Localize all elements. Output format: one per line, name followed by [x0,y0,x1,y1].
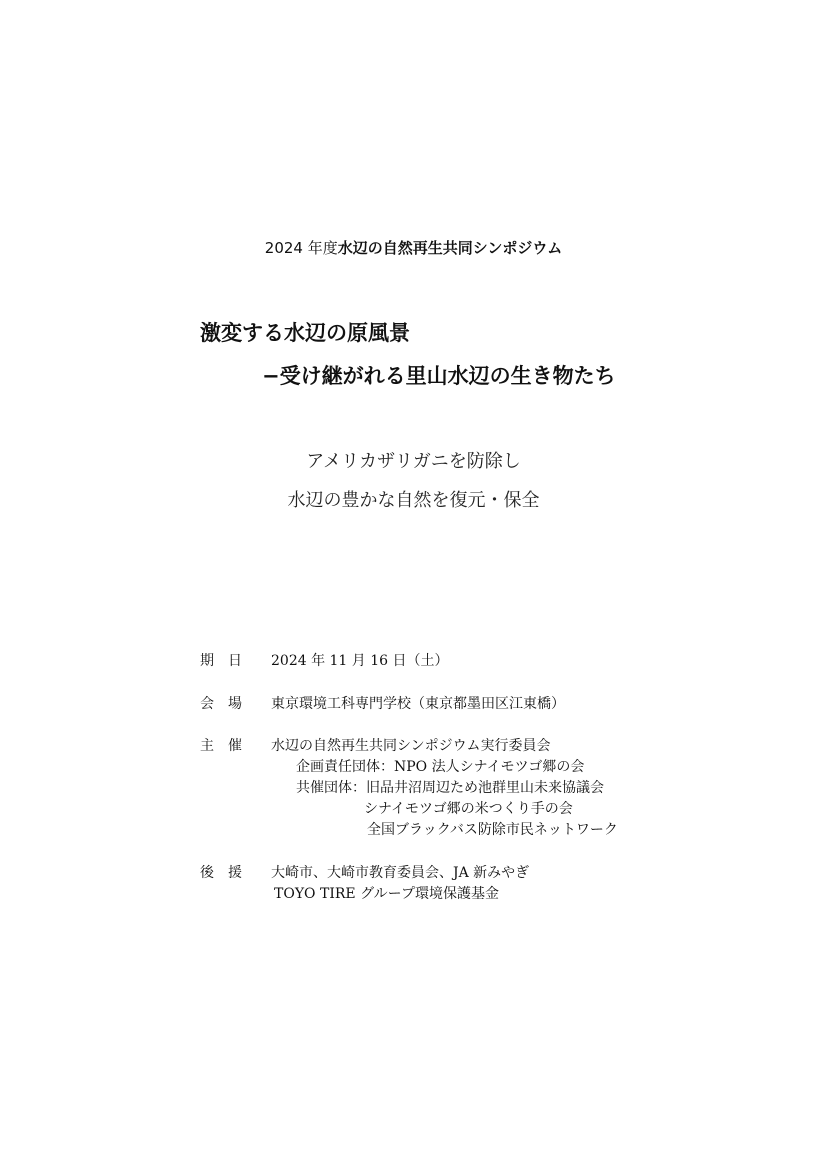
series-year: 2024 年度 [264,239,338,257]
organizer-planning: 企画責任団体：NPO 法人シナイモツゴ郷の会 [296,759,585,775]
date-label: 期 日 [200,653,242,669]
venue-value: 東京環境工科専門学校（東京都墨田区江東橋） [271,696,565,712]
support-label: 後 援 [200,865,242,881]
tagline-line1: アメリカザリガニを防除し [306,451,521,472]
series-name: 水辺の自然再生共同シンポジウム [337,239,563,257]
series-title [0,238,827,258]
organizer-label: 主 催 [200,738,242,754]
main-title-line1: 激変する水辺の原風景 [200,321,410,345]
tagline-line2: 水辺の豊かな自然を復元・保全 [287,490,540,511]
date-value: 2024 年 11 月 16 日（土） [271,653,449,669]
main-title-line2: −受け継がれる里山水辺の生き物たち [262,364,616,388]
organizer-cohost-1: 共催団体：旧品井沼周辺ため池群里山未来協議会 [296,780,604,796]
support-line2: TOYO TIRE グループ環境保護基金 [274,886,499,902]
support-line1: 大崎市、大崎市教育委員会、JA 新みやぎ [271,865,530,881]
organizer-main: 水辺の自然再生共同シンポジウム実行委員会 [271,738,551,754]
venue-label: 会 場 [200,696,242,712]
organizer-cohost-3: 全国ブラックバス防除市民ネットワーク [367,822,618,838]
organizer-cohost-2: シナイモツゴ郷の米つくり手の会 [364,801,573,817]
